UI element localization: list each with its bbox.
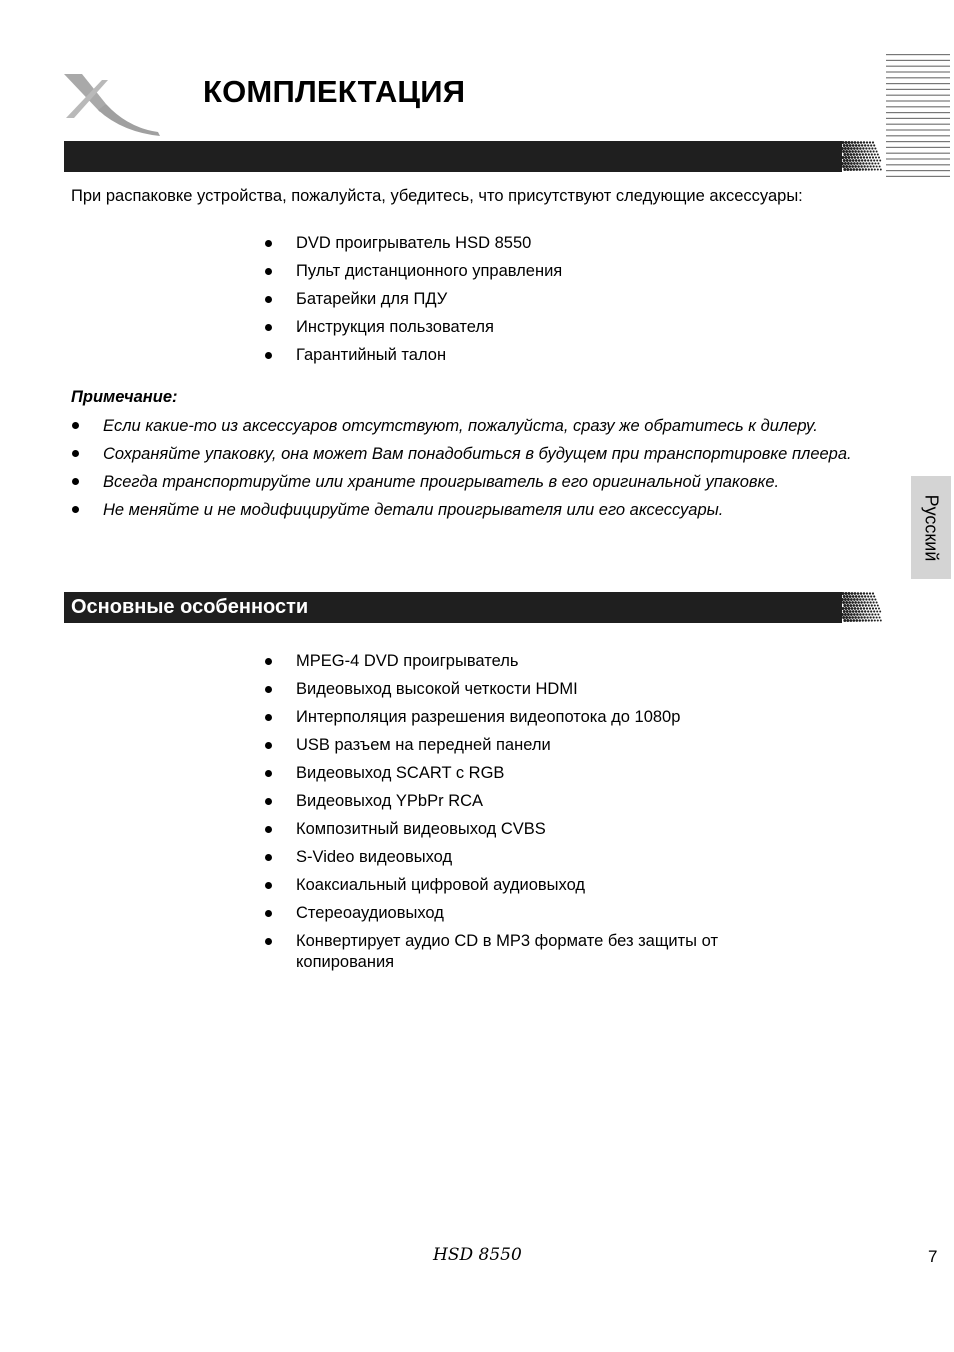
- list-item: MPEG-4 DVD проигрыватель: [260, 651, 786, 672]
- list-item: Гарантийный талон: [260, 345, 786, 366]
- section-bar-package: [64, 141, 882, 172]
- list-item: DVD проигрыватель HSD 8550: [260, 233, 786, 254]
- section-bar-features: [64, 592, 882, 623]
- list-item: Видеовыход SCART с RGB: [260, 763, 786, 784]
- list-item: Интерполяция разрешения видеопотока до 1080p: [260, 707, 786, 728]
- list-item: Композитный видеовыход CVBS: [260, 819, 786, 840]
- x-logo-icon: [62, 70, 162, 138]
- page-title: КОМПЛЕКТАЦИЯ: [203, 74, 466, 109]
- list-item: Конвертирует аудио CD в MP3 формате без защиты от копирования: [260, 931, 776, 973]
- note-item: Всегда транспортируйте или храните проигрыватель в его оригинальной упаковке.: [71, 471, 876, 493]
- note-list: [71, 415, 876, 527]
- list-item: S-Video видеовыход: [260, 847, 786, 868]
- dot-pattern-decoration: [842, 141, 882, 172]
- list-item: USB разъем на передней панели: [260, 735, 786, 756]
- package-intro: При распаковке устройства, пожалуйста, убедитесь, что присутствуют следующие аксессуары:: [71, 187, 803, 205]
- footer-model: HSD 8550: [433, 1245, 522, 1265]
- note-item: Не меняйте и не модифицируйте детали проигрывателя или его аксессуары.: [71, 499, 876, 521]
- features-list: [260, 651, 786, 980]
- language-label: Русский: [921, 494, 942, 561]
- list-item: Коаксиальный цифровой аудиовыход: [260, 875, 786, 896]
- side-stripes-decoration: [886, 52, 950, 180]
- note-heading: Примечание:: [71, 388, 178, 406]
- list-item: Видеовыход YPbPr RCA: [260, 791, 786, 812]
- language-tab: [911, 476, 951, 579]
- list-item: Видеовыход высокой четкости HDMI: [260, 679, 786, 700]
- page-number: 7: [928, 1247, 938, 1266]
- list-item: Стереоаудиовыход: [260, 903, 786, 924]
- package-list: [260, 233, 786, 373]
- dot-pattern-decoration: [842, 592, 882, 623]
- note-item: Если какие-то из аксессуаров отсутствуют, пожалуйста, сразу же обратитесь к дилеру.: [71, 415, 876, 437]
- list-item: Пульт дистанционного управления: [260, 261, 786, 282]
- list-item: Инструкция пользователя: [260, 317, 786, 338]
- section-heading: Основные особенности: [71, 596, 309, 618]
- list-item: Батарейки для ПДУ: [260, 289, 786, 310]
- note-item: Сохраняйте упаковку, она может Вам понадобиться в будущем при транспортировке плеера.: [71, 443, 876, 465]
